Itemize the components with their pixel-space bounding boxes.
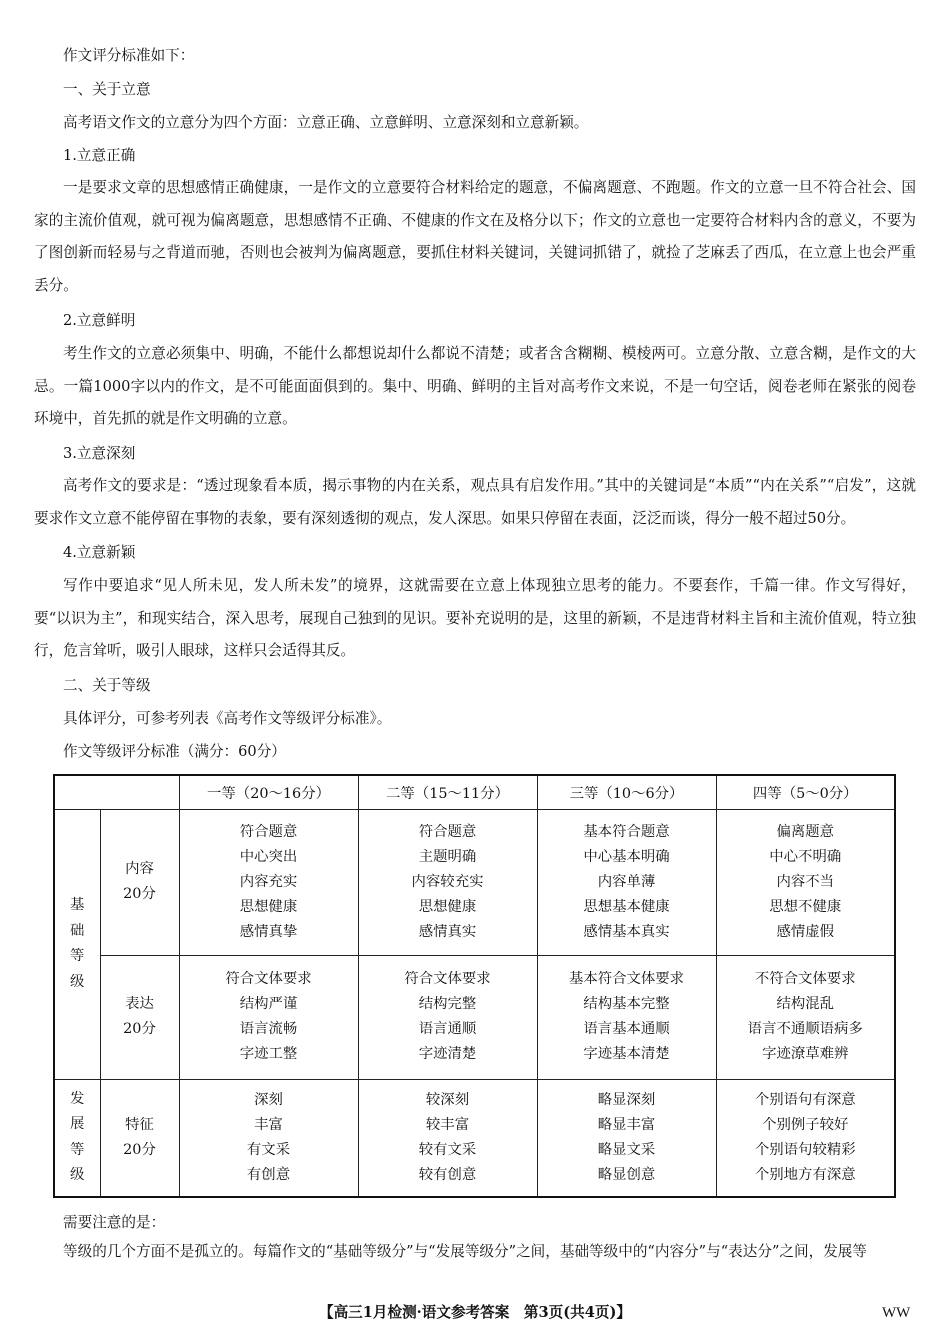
item-2-title: 2.立意鲜明 — [63, 312, 136, 329]
page-footer: 【高三1月检测·语文参考答案 第3页(共4页)】 — [318, 1304, 632, 1321]
header-grade-4: 四等（5～0分） — [716, 775, 895, 809]
table-row — [54, 1079, 895, 1197]
group-label-basic: 基础等级 — [54, 809, 100, 1079]
item-1-title: 1.立意正确 — [63, 147, 136, 164]
cell-expression-grade-1: 符合文体要求 结构严谨 语言流畅 字迹工整 — [179, 955, 358, 1079]
item-4-text: 写作中要追求“见人所未见，发人所未发”的境界，这就需要在立意上体现独立思考的能力。不要套作，千篇一律。作文写得好，要“以识为主”，和现实结合，深入思考，展现自己独到的见识。要补充说明的是，这里的新颖，不是违背材料主旨和主流价值观，特立独行，危言耸听，吸引人眼球，这样只会适得其反。 — [34, 577, 916, 660]
item-1-text: 一是要求文章的思想感情正确健康，一是作文的立意要符合材料给定的题意，不偏离题意、不跑题。作文的立意一旦不符合社会、国家的主流价值观，就可视为偏离题意，思想感情不正确、不健康的作文在及格分以下；作文的立意也一定要符合材料内含的意义，不要为了图创新而轻易与之背道而驰，否则也会被判为偏离题意，要抓住材料关键词，关键词抓错了，就捡了芝麻丢了西瓜，在立意上也会严重丢分。 — [34, 179, 916, 294]
cell-content-grade-2: 符合题意 主题明确 内容较充实 思想健康 感情真实 — [358, 809, 537, 955]
section-2-text: 具体评分，可参考列表《高考作文等级评分标准》。 — [63, 710, 392, 727]
cell-feature-grade-3: 略显深刻 略显丰富 略显文采 略显创意 — [537, 1079, 716, 1197]
group-label-development: 发展等级 — [54, 1079, 100, 1197]
cell-feature-grade-1: 深刻 丰富 有文采 有创意 — [179, 1079, 358, 1197]
table-row — [54, 955, 895, 1079]
item-3-title: 3.立意深刻 — [63, 445, 136, 462]
note-text: 等级的几个方面不是孤立的。每篇作文的“基础等级分”与“发展等级分”之间，基础等级中的“内容分”与“表达分”之间，发展等 — [63, 1243, 867, 1260]
table-corner-cell — [54, 775, 179, 809]
grading-table — [53, 774, 896, 1198]
header-grade-3: 三等（10～6分） — [537, 775, 716, 809]
section-1-title: 一、关于立意 — [63, 81, 151, 98]
cell-content-grade-1: 符合题意 中心突出 内容充实 思想健康 感情真挚 — [179, 809, 358, 955]
table-row — [54, 809, 895, 955]
cell-feature-grade-2: 较深刻 较丰富 较有文采 较有创意 — [358, 1079, 537, 1197]
cell-expression-grade-4: 不符合文体要求 结构混乱 语言不通顺语病多 字迹潦草难辨 — [716, 955, 895, 1079]
header-grade-1: 一等（20～16分） — [179, 775, 358, 809]
cell-expression-grade-3: 基本符合文体要求 结构基本完整 语言基本通顺 字迹基本清楚 — [537, 955, 716, 1079]
row-label-expression: 表达 20分 — [100, 955, 179, 1079]
cell-content-grade-3: 基本符合题意 中心基本明确 内容单薄 思想基本健康 感情基本真实 — [537, 809, 716, 955]
footer-mark: WW — [882, 1305, 911, 1321]
section-1-intro: 高考语文作文的立意分为四个方面：立意正确、立意鲜明、立意深刻和立意新颖。 — [63, 114, 589, 131]
note-title: 需要注意的是： — [63, 1214, 166, 1231]
row-label-feature: 特征 20分 — [100, 1079, 179, 1197]
section-heading: 作文评分标准如下： — [63, 47, 195, 64]
table-header-row — [54, 775, 895, 809]
item-2-text: 考生作文的立意必须集中、明确，不能什么都想说却什么都说不清楚；或者含含糊糊、模棱两可。立意分散、立意含糊，是作文的大忌。一篇1000字以内的作文，是不可能面面俱到的。集中、明确、鲜明的主旨对高考作文来说，不是一句空话，阅卷老师在紧张的阅卷环境中，首先抓的就是作文明确的立意。 — [34, 345, 916, 428]
item-4-title: 4.立意新颖 — [63, 544, 136, 561]
section-2-title: 二、关于等级 — [63, 677, 151, 694]
table-caption: 作文等级评分标准（满分：60分） — [63, 743, 286, 760]
item-3-text: 高考作文的要求是：“透过现象看本质，揭示事物的内在关系，观点具有启发作用。”其中的关键词是“本质”“内在关系”“启发”，这就要求作文立意不能停留在事物的表象，要有深刻透彻的观点，发人深思。如果只停留在表面，泛泛而谈，得分一般不超过50分。 — [34, 477, 916, 527]
row-label-content: 内容 20分 — [100, 809, 179, 955]
cell-expression-grade-2: 符合文体要求 结构完整 语言通顺 字迹清楚 — [358, 955, 537, 1079]
cell-content-grade-4: 偏离题意 中心不明确 内容不当 思想不健康 感情虚假 — [716, 809, 895, 955]
cell-feature-grade-4: 个别语句有深意 个别例子较好 个别语句较精彩 个别地方有深意 — [716, 1079, 895, 1197]
header-grade-2: 二等（15～11分） — [358, 775, 537, 809]
